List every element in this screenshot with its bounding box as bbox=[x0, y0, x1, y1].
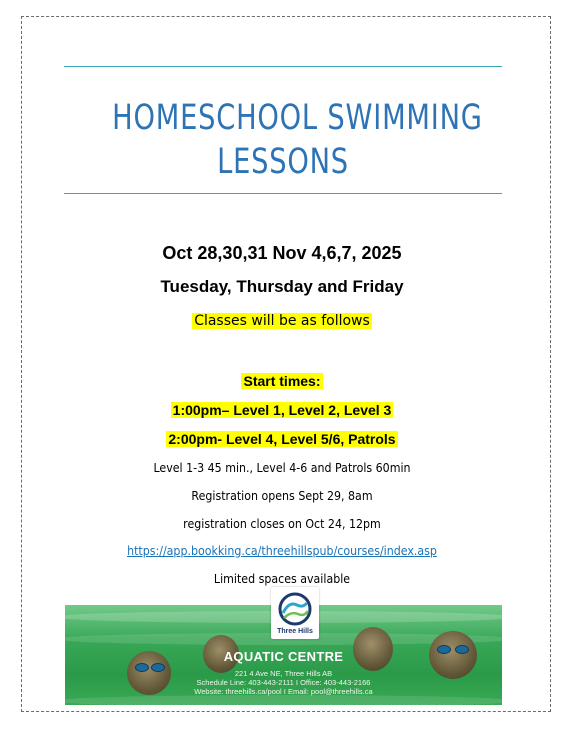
banner-text-layer bbox=[65, 605, 502, 705]
lesson-dates: Oct 28,30,31 Nov 4,6,7, 2025 bbox=[162, 243, 402, 263]
logo-text: Three Hills bbox=[277, 628, 313, 635]
flyer-title bbox=[112, 96, 483, 184]
time-slot-2: 2:00pm- Level 4, Level 5/6, Patrols bbox=[168, 431, 396, 447]
registration-closes: registration closes on Oct 24, 12pm bbox=[183, 517, 381, 531]
time-slot-1: 1:00pm– Level 1, Level 2, Level 3 bbox=[172, 402, 392, 418]
start-times-row bbox=[40, 373, 524, 389]
aquatic-centre-title: AQUATIC CENTRE bbox=[223, 649, 344, 664]
bottom-divider bbox=[64, 193, 502, 194]
aquatic-phones: Schedule Line: 403-443-2111 I Office: 403-443-2166 bbox=[196, 678, 371, 687]
time-slot-1-row bbox=[40, 402, 524, 418]
start-times-heading: Start times: bbox=[243, 373, 321, 389]
registration-link[interactable]: https://app.bookking.ca/threehillspub/courses/index.asp bbox=[127, 544, 437, 558]
classes-note: Classes will be as follows bbox=[194, 313, 370, 329]
title-line-1: HOMESCHOOL SWIMMING bbox=[112, 98, 483, 138]
limited-spaces: Limited spaces available bbox=[213, 572, 351, 586]
aquatic-web-email: Website: threehills.ca/pool I Email: pool@threehills.ca bbox=[194, 687, 373, 696]
classes-note-row bbox=[40, 313, 524, 329]
top-divider bbox=[64, 66, 502, 67]
duration-note: Level 1-3 45 min., Level 4-6 and Patrols 60min bbox=[153, 461, 411, 475]
title-line-2: LESSONS bbox=[217, 142, 349, 182]
registration-opens: Registration opens Sept 29, 8am bbox=[191, 489, 373, 503]
aquatic-address: 221 4 Ave NE, Three Hills AB bbox=[234, 669, 333, 678]
time-slot-2-row bbox=[40, 431, 524, 447]
lesson-days: Tuesday, Thursday and Friday bbox=[160, 277, 404, 296]
